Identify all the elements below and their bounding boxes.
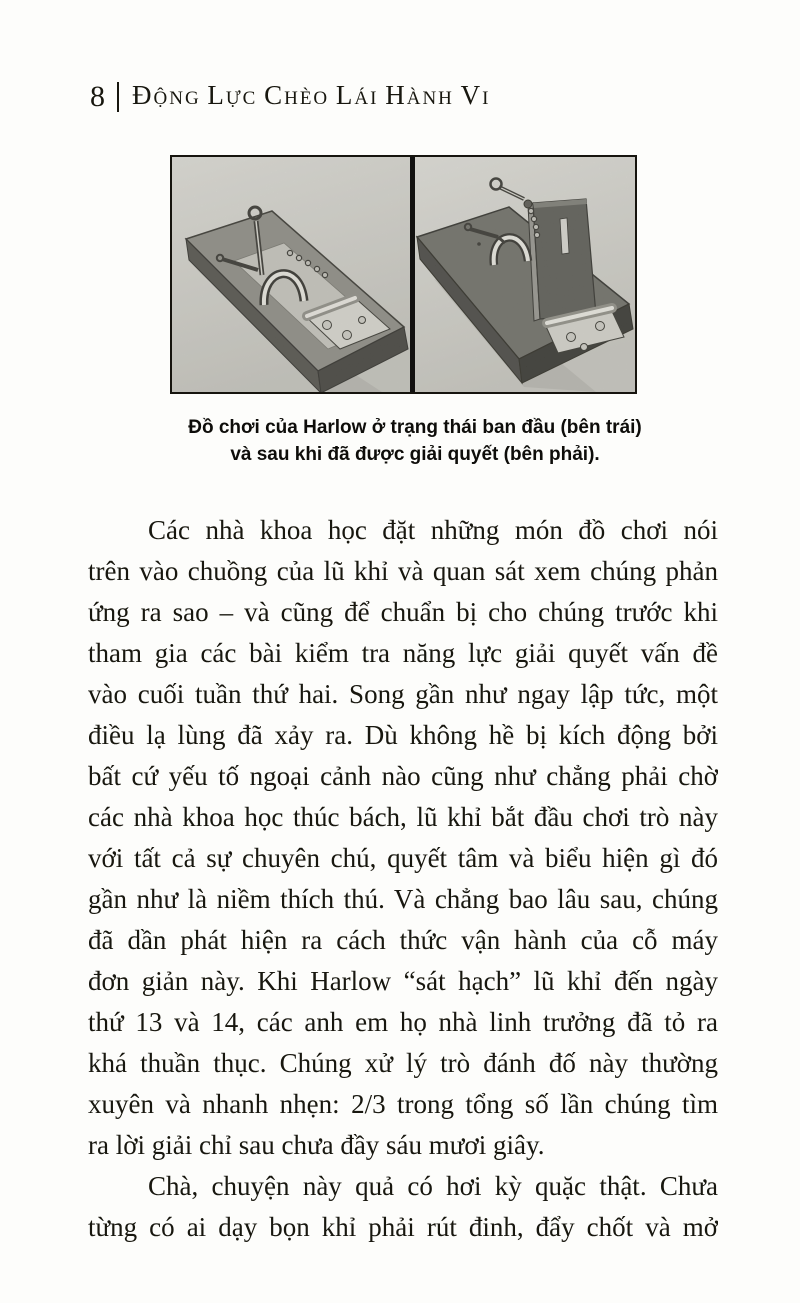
text-line: từng có ai dạy bọn khỉ phải rút đinh, đẩy chốt và mở: [88, 1212, 718, 1242]
puzzle-illustration: [172, 157, 635, 392]
text-line: xuyên và nhanh nhẹn: 2/3 trong tổng số lần chúng tìm: [88, 1089, 718, 1119]
running-title: ĐỘNG LỰC CHÈO LÁI HÀNH VI: [132, 80, 491, 110]
text-line: các nhà khoa học thúc bách, lũ khỉ bắt đầu chơi trò này: [88, 802, 718, 832]
paragraph: [88, 1166, 718, 1248]
page-header: [90, 78, 490, 116]
body-text: [88, 510, 718, 1248]
text-line: đơn giản này. Khi Harlow “sát hạch” lũ khỉ đến ngày: [88, 966, 718, 996]
page-number: 8: [90, 80, 105, 113]
text-line: gần như là niềm thích thú. Và chẳng bao lâu sau, chúng: [88, 884, 718, 914]
text-line: với tất cả sự chuyên chú, quyết tâm và biểu hiện gì đó: [88, 843, 718, 873]
text-line: điều lạ lùng đã xảy ra. Dù không hề bị kích động bởi: [88, 720, 718, 750]
header-divider: [117, 82, 119, 112]
figure-caption-line: và sau khi đã được giải quyết (bên phải).: [230, 444, 600, 465]
text-line: khá thuần thục. Chúng xử lý trò đánh đố này thường: [88, 1048, 718, 1078]
paragraph: [88, 510, 718, 1166]
text-line: Các nhà khoa học đặt những món đồ chơi nói: [148, 515, 718, 545]
text-line: đã dần phát hiện ra cách thức vận hành của cỗ máy: [88, 925, 718, 955]
text-line: Chà, chuyện này quả có hơi kỳ quặc thật. Chưa: [148, 1171, 718, 1201]
text-line: ứng ra sao – và cũng để chuẩn bị cho chúng trước khi: [88, 597, 718, 627]
text-line: tham gia các bài kiểm tra năng lực giải quyết vấn đề: [88, 638, 718, 668]
text-line: ra lời giải chỉ sau chưa đầy sáu mươi giây.: [88, 1130, 545, 1160]
text-line: trên vào chuồng của lũ khỉ và quan sát xem chúng phản: [88, 556, 718, 586]
figure-caption-line: Đồ chơi của Harlow ở trạng thái ban đầu (bên trái): [188, 417, 642, 438]
text-line: vào cuối tuần thứ hai. Song gần như ngay lập tức, một: [88, 679, 718, 709]
text-line: thứ 13 và 14, các anh em họ nhà linh trưởng đã tỏ ra: [88, 1007, 718, 1037]
figure-harlow-puzzle-image: [170, 155, 637, 394]
text-line: bất cứ yếu tố ngoại cảnh nào cũng như chẳng phải chờ: [88, 761, 718, 791]
figure-caption: [100, 414, 730, 468]
